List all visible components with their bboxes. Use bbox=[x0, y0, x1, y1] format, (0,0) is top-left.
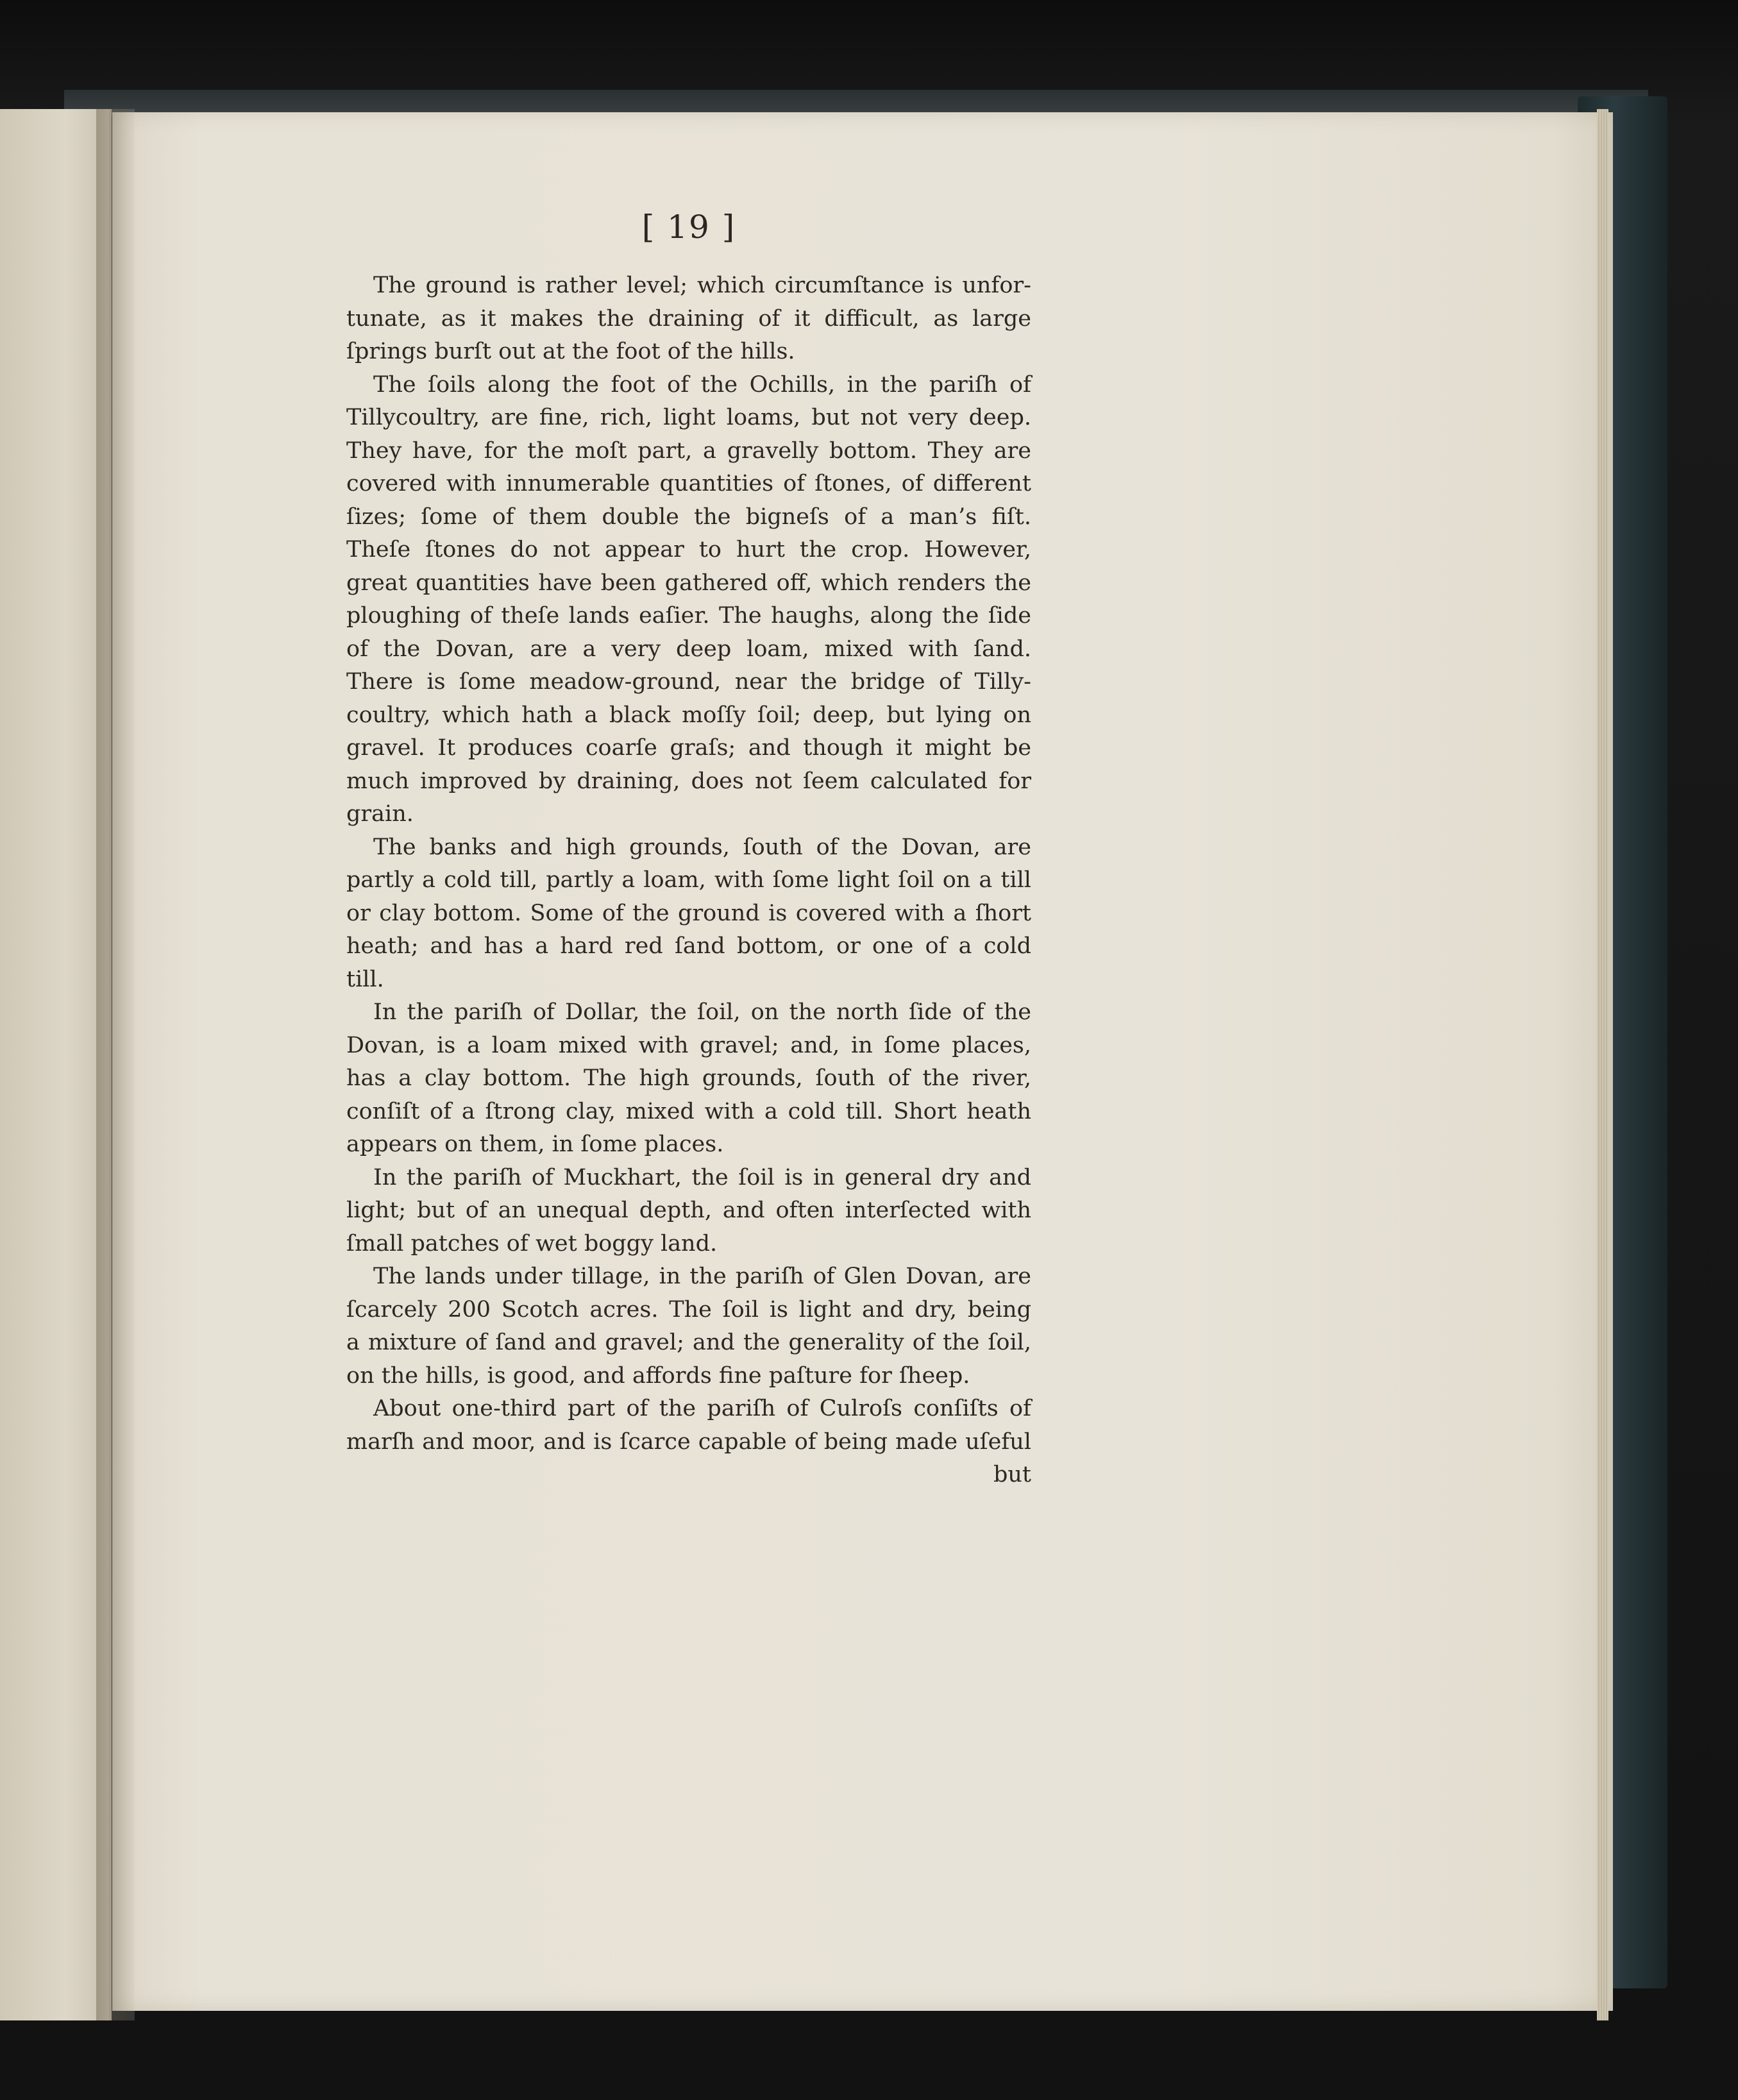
text-line: ploughing of theſe lands eaſier. The haughs, along the ſide bbox=[346, 603, 1031, 629]
text-line: Tillycoultry, are fine, rich, light loams, but not very deep. bbox=[346, 405, 1031, 430]
paragraph bbox=[346, 996, 1031, 1162]
text-line: The lands under tillage, in the pariſh of Glen Dovan, are bbox=[373, 1264, 1031, 1289]
text-line: grain. bbox=[346, 801, 414, 827]
text-line: In the pariſh of Muckhart, the ſoil is in general dry and bbox=[373, 1164, 1031, 1190]
catchword: but bbox=[993, 1462, 1031, 1487]
text-line: conſiſt of a ſtrong clay, mixed with a cold till. Short heath bbox=[346, 1098, 1031, 1124]
paragraph bbox=[346, 369, 1031, 831]
text-line: ſprings burſt out at the foot of the hills. bbox=[346, 339, 795, 364]
text-line: great quantities have been gathered off, which renders the bbox=[346, 570, 1031, 596]
text-line: partly a cold till, partly a loam, with ſome light ſoil on a till bbox=[346, 867, 1031, 893]
gutter-shadow bbox=[96, 109, 135, 2020]
text-line: appears on them, in ſome places. bbox=[346, 1131, 724, 1157]
page-edges bbox=[1597, 109, 1608, 2020]
paragraph bbox=[346, 1393, 1031, 1459]
text-line: ſmall patches of wet boggy land. bbox=[346, 1230, 718, 1257]
text-line: gravel. It produces coarſe graſs; and though it might be bbox=[346, 735, 1031, 761]
text-line: They have, for the moſt part, a gravelly bottom. They are bbox=[346, 437, 1031, 464]
facing-page bbox=[0, 109, 112, 2020]
text-line: In the pariſh of Dollar, the ſoil, on the north ſide of the bbox=[373, 999, 1031, 1025]
text-line: a mixture of ſand and gravel; and the generality of the ſoil, bbox=[346, 1330, 1031, 1355]
text-line: The ſoils along the foot of the Ochills, in the pariſh of bbox=[373, 371, 1031, 398]
text-line: coultry, which hath a black moſſy ſoil; deep, but lying on bbox=[346, 702, 1031, 728]
text-line: marſh and moor, and is ſcarce capable of being made uſeful bbox=[346, 1428, 1031, 1455]
cover-top-edge bbox=[64, 90, 1648, 115]
text-line: heath; and has a hard red ſand bottom, or one of a cold bbox=[346, 933, 1031, 959]
text-line: of the Dovan, are a very deep loam, mixed with ſand. bbox=[346, 636, 1031, 662]
text-line: till. bbox=[346, 966, 384, 992]
text-line: has a clay bottom. The high grounds, ſouth of the river, bbox=[346, 1065, 1031, 1091]
page-number-header: [ 19 ] bbox=[641, 208, 736, 246]
text-line: covered with innumerable quantities of ſtones, of different bbox=[346, 471, 1031, 496]
text-line: light; but of an unequal depth, and often interſected with bbox=[346, 1198, 1031, 1223]
text-line: The ground is rather level; which circumſtance is unfor- bbox=[373, 273, 1031, 298]
text-line: ſcarcely 200 Scotch acres. The ſoil is light and dry, being bbox=[346, 1296, 1031, 1323]
body-text bbox=[346, 269, 1031, 1492]
paragraph bbox=[346, 1260, 1031, 1393]
text-line: Dovan, is a loam mixed with gravel; and, in ſome places, bbox=[346, 1032, 1031, 1058]
paragraph bbox=[346, 1162, 1031, 1261]
text-line: tunate, as it makes the draining of it difficult, as large bbox=[346, 305, 1031, 332]
text-line: ſizes; ſome of them double the bigneſs of a man’s fiſt. bbox=[346, 504, 1031, 530]
paragraph bbox=[346, 831, 1031, 997]
text-line: much improved by draining, does not ſeem calculated for bbox=[346, 768, 1031, 794]
text-line: The banks and high grounds, ſouth of the Dovan, are bbox=[373, 834, 1031, 860]
text-line: or clay bottom. Some of the ground is covered with a ſhort bbox=[346, 900, 1031, 926]
text-line: on the hills, is good, and affords fine paſture for ſheep. bbox=[346, 1362, 970, 1389]
text-line: There is ſome meadow-ground, near the bridge of Tilly- bbox=[346, 669, 1031, 695]
paragraph bbox=[346, 269, 1031, 369]
text-line: About one-third part of the pariſh of Culroſs conſiſts of bbox=[373, 1396, 1031, 1421]
text-line: Theſe ſtones do not appear to hurt the crop. However, bbox=[346, 537, 1031, 563]
